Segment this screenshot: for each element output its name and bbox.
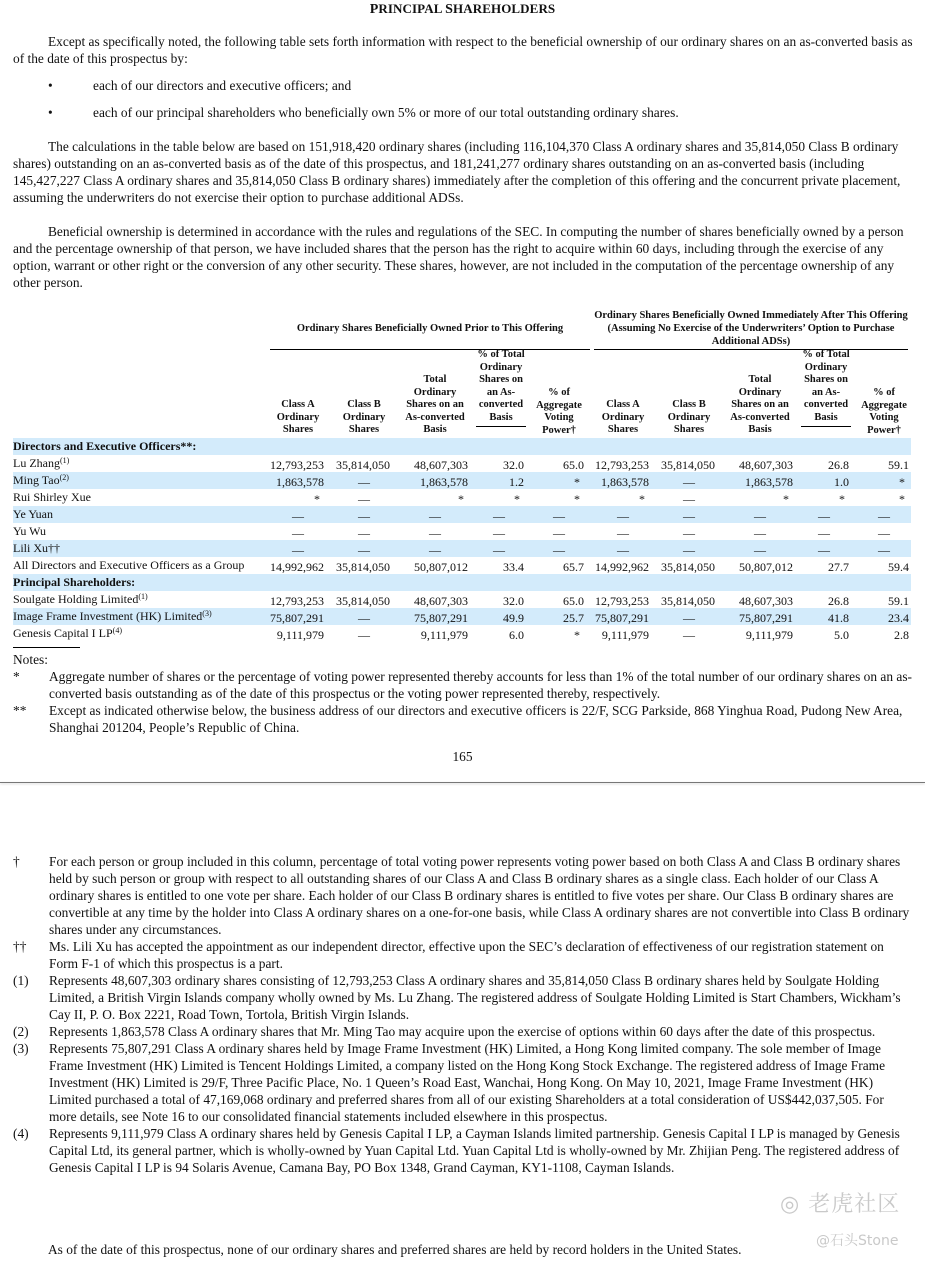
table-cell: 35,814,050	[336, 560, 390, 574]
table-cell: 33.4	[503, 560, 524, 574]
bullet-icon: •	[48, 105, 53, 120]
table-section-header	[13, 438, 911, 455]
table-row	[13, 540, 911, 557]
table-cell: 65.0	[563, 594, 584, 608]
table-cell: 1.2	[509, 475, 524, 489]
closing-paragraph: As of the date of this prospectus, none of our ordinary shares and preferred shares are held by record holders in the United States.	[48, 1242, 742, 1257]
table-row	[13, 506, 911, 523]
table-cell: —	[754, 526, 766, 540]
bullet-item: • each of our principal shareholders who beneficially own 5% or more of our total outstanding ordinary shares.	[13, 104, 913, 121]
table-cell: —	[553, 526, 565, 540]
table-cell: —	[878, 526, 890, 540]
table-cell: 14,992,962	[270, 560, 324, 574]
table-cell: —	[292, 526, 304, 540]
table-cell: *	[574, 475, 580, 489]
table-cell: —	[358, 492, 370, 506]
table-cell: —	[358, 628, 370, 642]
table-cell: *	[783, 492, 789, 506]
table-cell: 65.7	[563, 560, 584, 574]
watermark-logo: ◎ 老虎社区	[780, 1192, 901, 1217]
table-row	[13, 625, 911, 642]
table-cell: *	[899, 475, 905, 489]
table-cell: 9,111,979	[276, 628, 324, 642]
row-label: Yu Wu	[13, 524, 46, 538]
column-header: % of Aggregate Voting Power†	[534, 387, 584, 439]
notes-heading: Notes:	[13, 652, 48, 667]
footnote-item: (2) Represents 1,863,578 Class A ordinary shares that Mr. Ming Tao may acquire upon the exercise of options within 60 days after the date of this prospectus.	[13, 1024, 876, 1039]
table-row	[13, 608, 911, 625]
table-cell: *	[514, 492, 520, 506]
table-cell: 50,807,012	[414, 560, 468, 574]
column-header: Total Ordinary Shares on an As-converted Basis	[402, 374, 468, 439]
group-header-after: Ordinary Shares Beneficially Owned Immediately After This Offering (Assuming No Exercise of the Underwriters’ Option to Purchase Additional ADSs)	[594, 310, 908, 347]
column-header: Class A Ordinary Shares	[597, 399, 649, 439]
table-cell: 48,607,303	[739, 458, 793, 472]
note-item: * Aggregate number of shares or the percentage of voting power represented thereby accounts for less than 1% of the total number of our ordinary shares on an as-converted basis outstanding as of the date of this prospectus or the voting power represented thereby, respectively.	[13, 669, 913, 701]
table-cell: 1,863,578	[601, 475, 649, 489]
table-cell: *	[574, 492, 580, 506]
table-cell: 75,807,291	[414, 611, 468, 625]
table-cell: 2.8	[894, 628, 909, 642]
note-item: ** Except as indicated otherwise below, the business address of our directors and executive officers is 22/F, SCG Parkside, 868 Yinghua Road, Pudong New Area, Shanghai 201204, People’s Republic of China.	[13, 703, 903, 735]
table-cell: 6.0	[509, 628, 524, 642]
table-cell: 1,863,578	[420, 475, 468, 489]
table-cell: —	[493, 509, 505, 523]
tiger-logo-icon: ◎	[780, 1192, 801, 1217]
table-cell: 5.0	[834, 628, 849, 642]
footnote-item: (4) Represents 9,111,979 Class A ordinary shares held by Genesis Capital I LP, a Cayman Islands limited partnership. Genesis Capital I LP is managed by Genesis Capital Ltd, its general partner, which is wholly-owned by Yuan Capital Ltd. Yuan Capital Ltd is wholly-owned by Mr. Zhijian Peng. The registered address of Genesis Capital I LP is 94 Solaris Avenue, Camana Bay, PO Box 1348, Grand Cayman, KY1-1108, Cayman Islands.	[13, 1126, 900, 1175]
table-cell: 12,793,253	[595, 458, 649, 472]
footnote-ref: (1)	[60, 456, 70, 465]
table-cell: 75,807,291	[739, 611, 793, 625]
table-row	[13, 472, 911, 489]
watermark-handle: @石头Stone	[816, 1233, 899, 1249]
table-cell: —	[493, 526, 505, 540]
row-label: Lili Xu††	[13, 541, 60, 555]
table-cell: —	[292, 509, 304, 523]
group-header-prior: Ordinary Shares Beneficially Owned Prior to This Offering	[296, 323, 564, 334]
table-row	[13, 489, 911, 506]
table-cell: —	[683, 475, 695, 489]
table-cell: —	[358, 509, 370, 523]
table-row	[13, 455, 911, 472]
table-cell: 1.0	[834, 475, 849, 489]
table-cell: 41.8	[828, 611, 849, 625]
table-cell: 25.7	[563, 611, 584, 625]
shareholders-table	[13, 308, 911, 642]
table-cell: 12,793,253	[595, 594, 649, 608]
table-cell: 50,807,012	[739, 560, 793, 574]
table-cell: 35,814,050	[336, 594, 390, 608]
row-label: All Directors and Executive Officers as a Group	[13, 558, 245, 572]
table-cell: *	[314, 492, 320, 506]
table-cell: —	[617, 543, 629, 557]
table-cell: —	[683, 611, 695, 625]
footnote-ref: (1)	[138, 592, 148, 601]
row-label: Image Frame Investment (HK) Limited$^{(3)}$	[13, 609, 212, 623]
table-cell: —	[754, 543, 766, 557]
bullet-item: • each of our directors and executive officers; and	[13, 77, 913, 94]
table-cell: 48,607,303	[414, 594, 468, 608]
column-header: % of Aggregate Voting Power†	[859, 387, 909, 439]
footnotes-section	[13, 853, 913, 1176]
table-cell: *	[899, 492, 905, 506]
table-cell: *	[458, 492, 464, 506]
row-label: Ye Yuan	[13, 507, 54, 521]
table-cell: *	[574, 628, 580, 642]
table-cell: 12,793,253	[270, 458, 324, 472]
page-separator	[0, 782, 925, 783]
row-label: Soulgate Holding Limited$^{(1)}$	[13, 592, 148, 606]
table-cell: 59.1	[888, 458, 909, 472]
table-cell: 35,814,050	[336, 458, 390, 472]
table-cell: —	[553, 509, 565, 523]
table-cell: 1,863,578	[276, 475, 324, 489]
footnote-ref: (2)	[59, 473, 69, 482]
group-rule	[594, 349, 908, 350]
row-label: Ming Tao$^{(2)}$	[13, 473, 69, 487]
column-header: Class A Ordinary Shares	[272, 399, 324, 439]
table-cell: —	[429, 509, 441, 523]
table-body	[13, 438, 911, 642]
column-header: Class B Ordinary Shares	[663, 399, 715, 439]
table-cell: 59.4	[888, 560, 909, 574]
table-cell: —	[429, 526, 441, 540]
table-cell: —	[818, 543, 830, 557]
page-number: 165	[452, 749, 473, 764]
footnote-ref: (3)	[202, 609, 212, 618]
table-cell: —	[683, 509, 695, 523]
table-cell: —	[493, 543, 505, 557]
bullet-icon: •	[48, 78, 53, 93]
column-header: % of Total Ordinary Shares on an As-converted Basis	[476, 349, 526, 427]
table-cell: 23.4	[888, 611, 909, 625]
table-cell: —	[754, 509, 766, 523]
table-cell: —	[818, 526, 830, 540]
table-cell: 32.0	[503, 594, 524, 608]
footnote-item: (1) Represents 48,607,303 ordinary shares consisting of 12,793,253 Class A ordinary shares and 35,814,050 Class B ordinary shares held by Soulgate Holding Limited, a British Virgin Islands company wholly owned by Ms. Lu Zhang. The registered address of Soulgate Holding Limited is Start Chambers, Wickham’s Cay II, P. O. Box 2221, Road Town, Tortola, British Virgin Islands.	[13, 973, 901, 1022]
table-cell: —	[358, 611, 370, 625]
page-title: PRINCIPAL SHAREHOLDERS	[369, 1, 556, 17]
table-cell: 1,863,578	[745, 475, 793, 489]
table-cell: 32.0	[503, 458, 524, 472]
table-cell: 35,814,050	[661, 594, 715, 608]
row-label: Directors and Executive Officers**:	[13, 439, 197, 453]
table-cell: —	[878, 543, 890, 557]
table-cell: 35,814,050	[661, 458, 715, 472]
table-cell: 49.9	[503, 611, 524, 625]
row-label: Principal Shareholders:	[13, 575, 136, 589]
intro-paragraph: Except as specifically noted, the following table sets forth information with respect to the beneficial ownership of our ordinary shares on an as-converted basis as of the date of this prospectus by:	[13, 34, 913, 66]
table-cell: —	[429, 543, 441, 557]
table-cell: 26.8	[828, 458, 849, 472]
table-cell: 75,807,291	[595, 611, 649, 625]
table-cell: 75,807,291	[270, 611, 324, 625]
notes-section	[13, 651, 913, 736]
table-cell: 9,111,979	[601, 628, 649, 642]
table-cell: —	[683, 492, 695, 506]
footnote-item: †† Ms. Lili Xu has accepted the appointment as our independent director, effective upon the SEC’s declaration of effectiveness of our registration statement on Form F-1 of which this prospectus is a part.	[13, 939, 884, 971]
table-cell: —	[617, 526, 629, 540]
table-section-header	[13, 574, 911, 591]
table-cell: 9,111,979	[745, 628, 793, 642]
table-cell: *	[839, 492, 845, 506]
table-cell: —	[358, 543, 370, 557]
group-rule	[270, 349, 590, 350]
table-cell: 14,992,962	[595, 560, 649, 574]
table-cell: —	[683, 543, 695, 557]
table-cell: —	[358, 526, 370, 540]
column-header: % of Total Ordinary Shares on an As-converted Basis	[801, 349, 851, 427]
row-label: Rui Shirley Xue	[13, 490, 91, 504]
table-cell: 12,793,253	[270, 594, 324, 608]
table-cell: 48,607,303	[414, 458, 468, 472]
row-label: Lu Zhang$^{(1)}$	[13, 456, 70, 470]
table-cell: —	[878, 509, 890, 523]
beneficial-ownership-paragraph: Beneficial ownership is determined in accordance with the rules and regulations of the SEC. In computing the number of shares beneficially owned by a person and the percentage ownership of that person, we have included shares that the person has the right to acquire within 60 days, including through the exercise of any option, warrant or other right or the conversion of any other security. These shares, however, are not included in the computation of the percentage ownership of any other person.	[13, 224, 904, 290]
footnote-item: † For each person or group included in this column, percentage of total voting power represents voting power based on both Class A and Class B ordinary shares held by such person or group with respect to all outstanding shares of our Class A and Class B ordinary shares as a single class. Each holder of our Class A ordinary shares is entitled to one vote per share. Each holder of our Class B ordinary shares is entitled to five votes per share. Our Class B ordinary shares are convertible at any time by the holder into Class A ordinary shares on a one-for-one basis, while Class A ordinary shares are not convertible into Class B ordinary shares under any circumstances.	[13, 854, 910, 937]
footnote-ref: (4)	[112, 626, 122, 635]
table-cell: 35,814,050	[661, 560, 715, 574]
table-cell: —	[617, 509, 629, 523]
notes-divider	[13, 647, 80, 648]
calculation-paragraph: The calculations in the table below are based on 151,918,420 ordinary shares (including 116,104,370 Class A ordinary shares and 35,814,050 Class B ordinary shares) outstanding on an as-converted basis as of the date of this prospectus, and 181,241,277 ordinary shares outstanding on an as-converted basis (including 145,427,227 Class A ordinary shares and 35,814,050 Class B ordinary shares) immediately after the completion of this offering and the concurrent private placement, assuming the underwriters do not exercise their option to purchase additional ADSs.	[13, 139, 901, 205]
table-cell: —	[358, 475, 370, 489]
table-cell: 27.7	[828, 560, 849, 574]
table-row	[13, 557, 911, 574]
table-cell: —	[683, 526, 695, 540]
table-cell: —	[553, 543, 565, 557]
table-cell: *	[639, 492, 645, 506]
table-cell: —	[818, 509, 830, 523]
table-row	[13, 591, 911, 608]
table-cell: 26.8	[828, 594, 849, 608]
table-cell: 9,111,979	[420, 628, 468, 642]
column-header: Class B Ordinary Shares	[338, 399, 390, 439]
footnote-item: (3) Represents 75,807,291 Class A ordinary shares held by Image Frame Investment (HK) Limited, a Hong Kong limited company. The sole member of Image Frame Investment (HK) Limited is Tencent Holdings Limited, a company listed on the Hong Kong Stock Exchange. The registered address of Image Frame Investment (HK) Limited is 29/F, Three Pacific Place, No. 1 Queen’s Road East, Wanchai, Hong Kong. On May 10, 2021, Image Frame Investment (HK) Limited purchased a total of 47,169,068 ordinary and preferred shares from all of our existing Shareholders at a total consideration of US$442,037,505. For more details, see Note 16 to our consolidated financial statements included elsewhere in this prospectus.	[13, 1041, 886, 1124]
table-cell: 48,607,303	[739, 594, 793, 608]
table-row	[13, 523, 911, 540]
table-cell: —	[683, 628, 695, 642]
column-header: Total Ordinary Shares on an As-converted Basis	[727, 374, 793, 439]
table-cell: —	[292, 543, 304, 557]
row-label: Genesis Capital I LP$^{(4)}$	[13, 626, 122, 640]
table-cell: 59.1	[888, 594, 909, 608]
table-cell: 65.0	[563, 458, 584, 472]
